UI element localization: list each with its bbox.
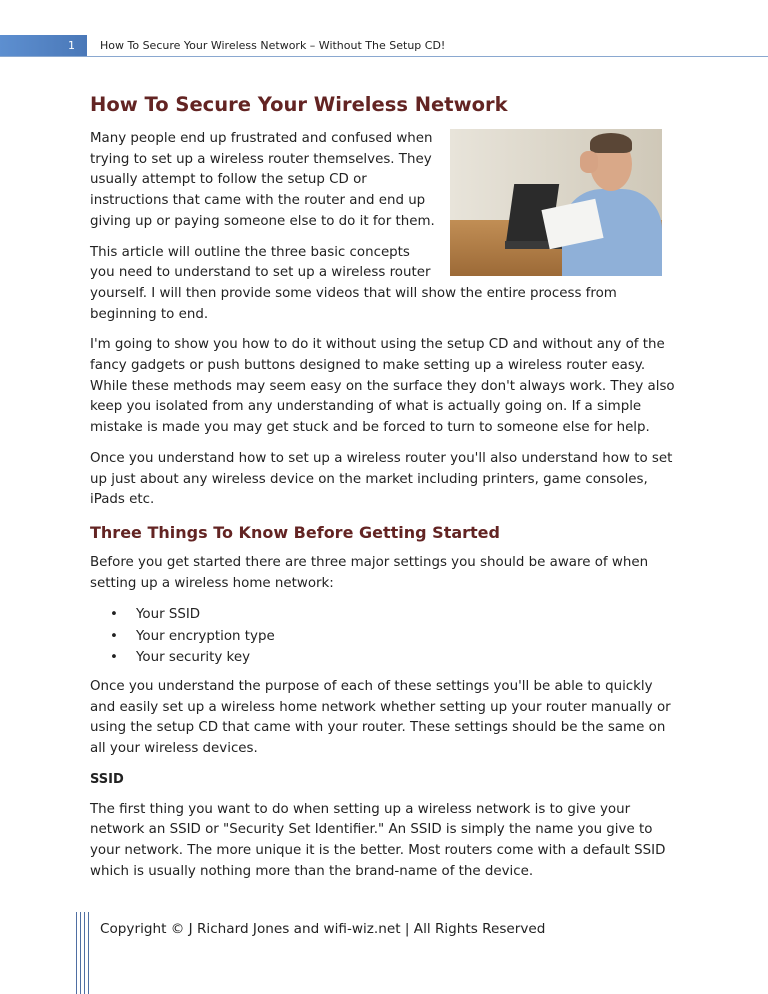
page-header (0, 35, 768, 57)
settings-outro: Once you understand the purpose of each of these settings you'll be able to quickly and easily set up a wireless home network whether setting up your router manually or using the setup CD that came with your router. These settings should be the same on all your wireless devices. (90, 678, 671, 756)
settings-list (90, 604, 680, 669)
article-body (90, 92, 680, 892)
page-number: 1 (0, 35, 88, 57)
article-title: How To Secure Your Wireless Network (90, 93, 508, 116)
settings-intro: Before you get started there are three major settings you should be aware of when setting up a wireless home network: (90, 554, 649, 591)
page-footer (0, 912, 768, 994)
list-item: • Your SSID (136, 604, 680, 626)
list-item: • Your security key (136, 647, 680, 669)
footer-rule-lines (76, 912, 90, 994)
outline-paragraph: This article will outline the three basic concepts you need to understand to set up a wireless router yourself. I will then provide some videos that will show the entire process from beginning to end. (90, 244, 617, 322)
ssid-paragraph: The first thing you want to do when setting up a wireless network is to give your network an SSID or "Security Set Identifier." An SSID is simply the name you give to your network. The more unique it is the better. Most routers come with a default SSID which is usually nothing more than the brand-name of the device. (90, 801, 666, 879)
method-paragraph: I'm going to show you how to do it without using the setup CD and without any of the fancy gadgets or push buttons designed to make setting up a wireless router easy. While these methods may seem easy on the surface they don't always work. They also keep you isolated from any understanding of what is actually going on. If a simple mistake is made you may get stuck and be forced to turn to someone else for help. (90, 337, 675, 436)
copyright-notice: Copyright © J Richard Jones and wifi-wiz.net | All Rights Reserved (100, 921, 546, 937)
header-title: How To Secure Your Wireless Network – Without The Setup CD! (100, 39, 446, 52)
ssid-heading: SSID (90, 771, 124, 787)
section-heading: Three Things To Know Before Getting Started (90, 522, 500, 542)
intro-paragraph: Many people end up frustrated and confused when trying to set up a wireless router themselves. They usually attempt to follow the setup CD or instructions that came with the router and end up giving up or paying someone else to do it for them. (90, 131, 435, 229)
list-item: • Your encryption type (136, 626, 680, 648)
header-divider (0, 56, 768, 57)
frustrated-man-photo (450, 129, 662, 276)
devices-paragraph: Once you understand how to set up a wireless router you'll also understand how to set up just about any wireless device on the market including printers, game consoles, iPads etc. (90, 450, 673, 508)
